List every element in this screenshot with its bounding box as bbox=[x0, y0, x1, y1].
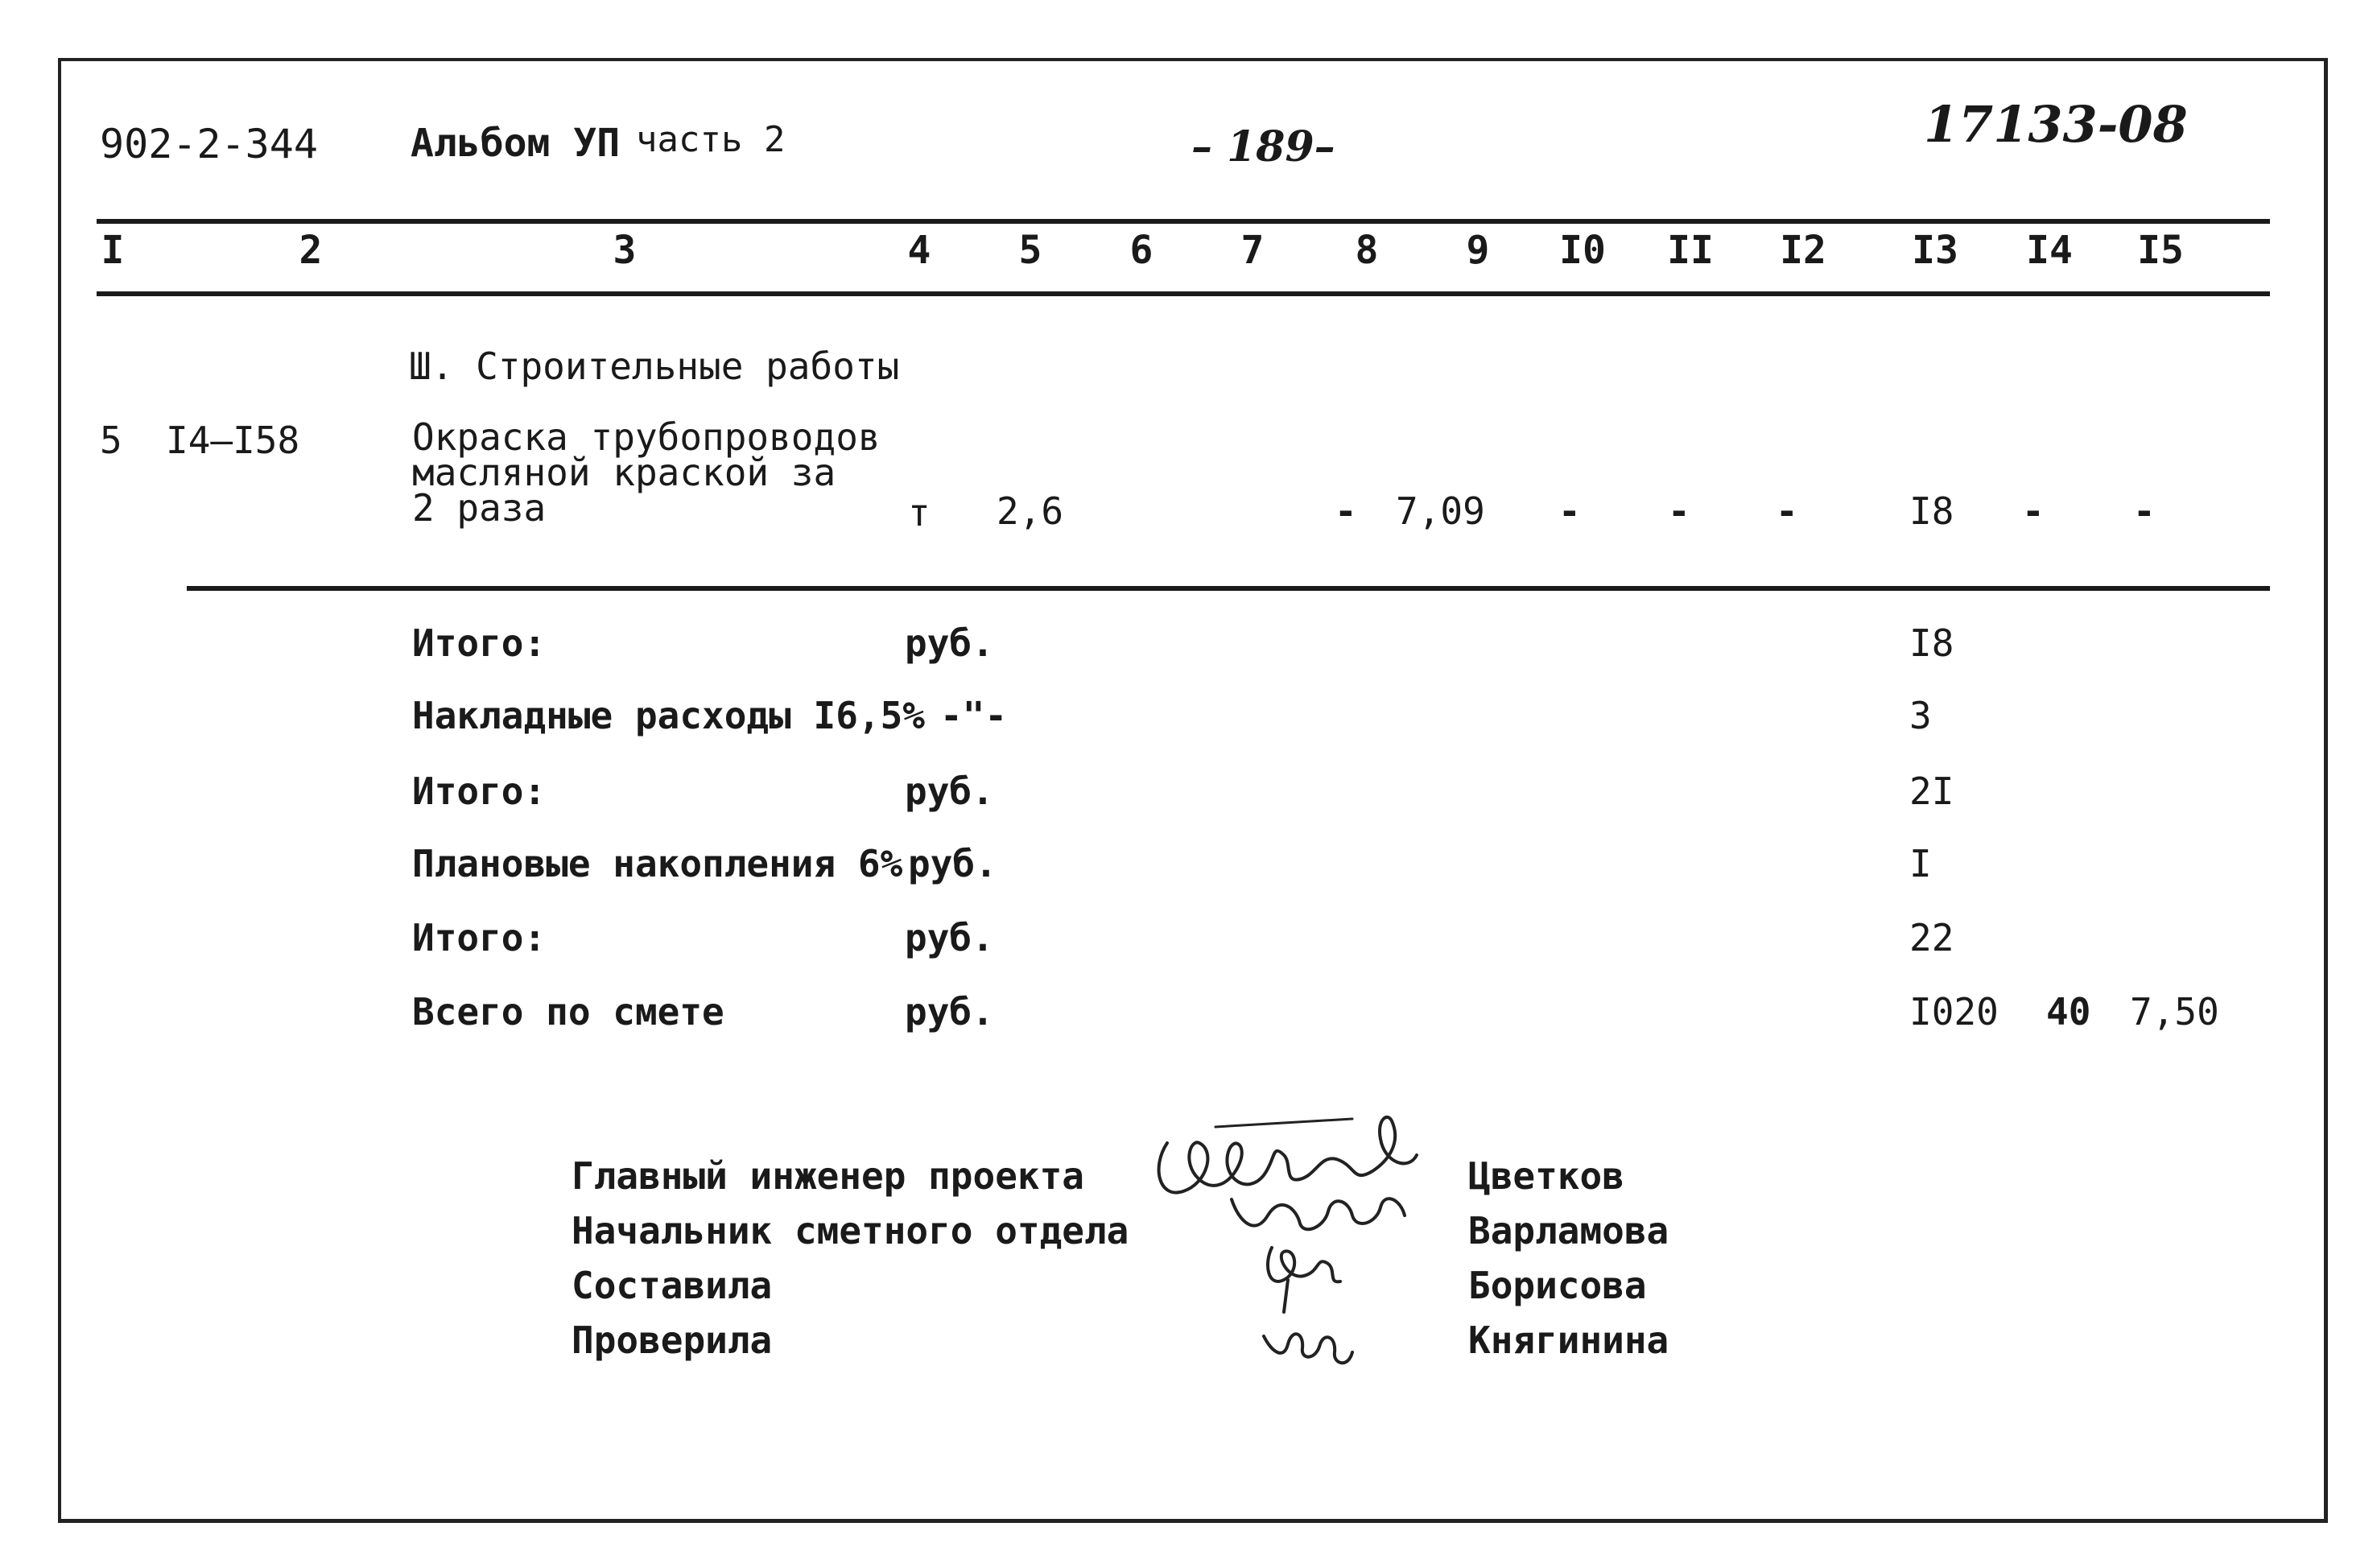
row-col11: - bbox=[1668, 489, 1690, 533]
totals-col13: I8 bbox=[1909, 621, 1954, 665]
totals-unit: -"- bbox=[940, 694, 1008, 737]
row-description-line-2: масляной краской за bbox=[412, 451, 836, 494]
column-number: 3 bbox=[613, 228, 637, 273]
signature-role: Проверила bbox=[572, 1318, 773, 1362]
album-title: Альбом УП bbox=[411, 121, 621, 166]
grand-total-col15: 7,50 bbox=[2130, 990, 2219, 1034]
row-col8: - bbox=[1335, 489, 1357, 533]
totals-label: Итого: bbox=[412, 770, 547, 813]
totals-label: Итого: bbox=[412, 621, 547, 665]
signature-name: Варламова bbox=[1468, 1209, 1669, 1252]
row-col9: 7,09 bbox=[1396, 489, 1485, 533]
header-bottom-rule bbox=[97, 291, 2270, 296]
totals-label: Итого: bbox=[412, 916, 547, 959]
row-code: I4–I58 bbox=[166, 419, 300, 462]
row-description-line-1: Окраска трубопроводов bbox=[412, 415, 881, 459]
signature-role: Главный инженер проекта bbox=[572, 1154, 1084, 1198]
page-number: – 189– bbox=[1191, 122, 1335, 171]
grand-total-col14: 40 bbox=[2046, 990, 2091, 1034]
column-number: 2 bbox=[299, 228, 323, 273]
row-col13: I8 bbox=[1909, 489, 1954, 533]
row-number: 5 bbox=[100, 419, 122, 462]
document-sheet bbox=[58, 58, 2328, 1523]
column-number: I0 bbox=[1559, 228, 1606, 273]
section-title: Ш. Строительные работы bbox=[409, 345, 900, 388]
totals-unit: руб. bbox=[908, 842, 997, 885]
column-number: 9 bbox=[1466, 228, 1490, 273]
totals-label: Накладные расходы I6,5% bbox=[412, 694, 925, 737]
totals-unit: руб. bbox=[905, 621, 994, 665]
grand-total-unit: руб. bbox=[905, 990, 994, 1034]
signature-name: Цветков bbox=[1468, 1154, 1624, 1198]
column-number: I4 bbox=[2026, 228, 2073, 273]
column-number: 7 bbox=[1240, 228, 1265, 273]
column-number: 6 bbox=[1129, 228, 1153, 273]
column-number: 5 bbox=[1018, 228, 1042, 273]
grand-total-label: Всего по смете bbox=[412, 990, 724, 1034]
column-number: I5 bbox=[2137, 228, 2184, 273]
column-number: 4 bbox=[907, 228, 931, 273]
row-unit: т bbox=[908, 491, 931, 534]
totals-col13: 22 bbox=[1909, 916, 1954, 959]
signature-role: Составила bbox=[572, 1264, 773, 1307]
totals-label: Плановые накопления 6% bbox=[412, 842, 903, 885]
row-col15: - bbox=[2133, 489, 2156, 533]
signature-name: Княгинина bbox=[1468, 1318, 1669, 1362]
totals-col13: I bbox=[1909, 842, 1932, 885]
totals-rule bbox=[187, 586, 2270, 591]
totals-unit: руб. bbox=[905, 770, 994, 813]
row-col14: - bbox=[2022, 489, 2045, 533]
row-col10: - bbox=[1558, 489, 1581, 533]
reference-number: 17133-08 bbox=[1924, 95, 2188, 154]
handwritten-signature bbox=[1240, 1232, 1385, 1376]
header-top-rule bbox=[97, 219, 2270, 224]
totals-col13: 3 bbox=[1909, 694, 1932, 737]
signature-role: Начальник сметного отдела bbox=[572, 1209, 1129, 1252]
column-number: I2 bbox=[1780, 228, 1826, 273]
column-number: 8 bbox=[1355, 228, 1379, 273]
totals-unit: руб. bbox=[905, 916, 994, 959]
column-number: I bbox=[101, 228, 125, 273]
doc-code: 902-2-344 bbox=[100, 121, 318, 167]
signature-name: Борисова bbox=[1468, 1264, 1647, 1307]
row-description-line-3: 2 раза bbox=[412, 486, 547, 530]
grand-total-col13: I020 bbox=[1909, 990, 1999, 1034]
column-number: I3 bbox=[1912, 228, 1958, 273]
row-quantity: 2,6 bbox=[997, 489, 1064, 533]
column-number: II bbox=[1667, 228, 1714, 273]
album-part: часть 2 bbox=[636, 119, 786, 160]
row-col12: - bbox=[1776, 489, 1798, 533]
totals-col13: 2I bbox=[1909, 770, 1954, 813]
